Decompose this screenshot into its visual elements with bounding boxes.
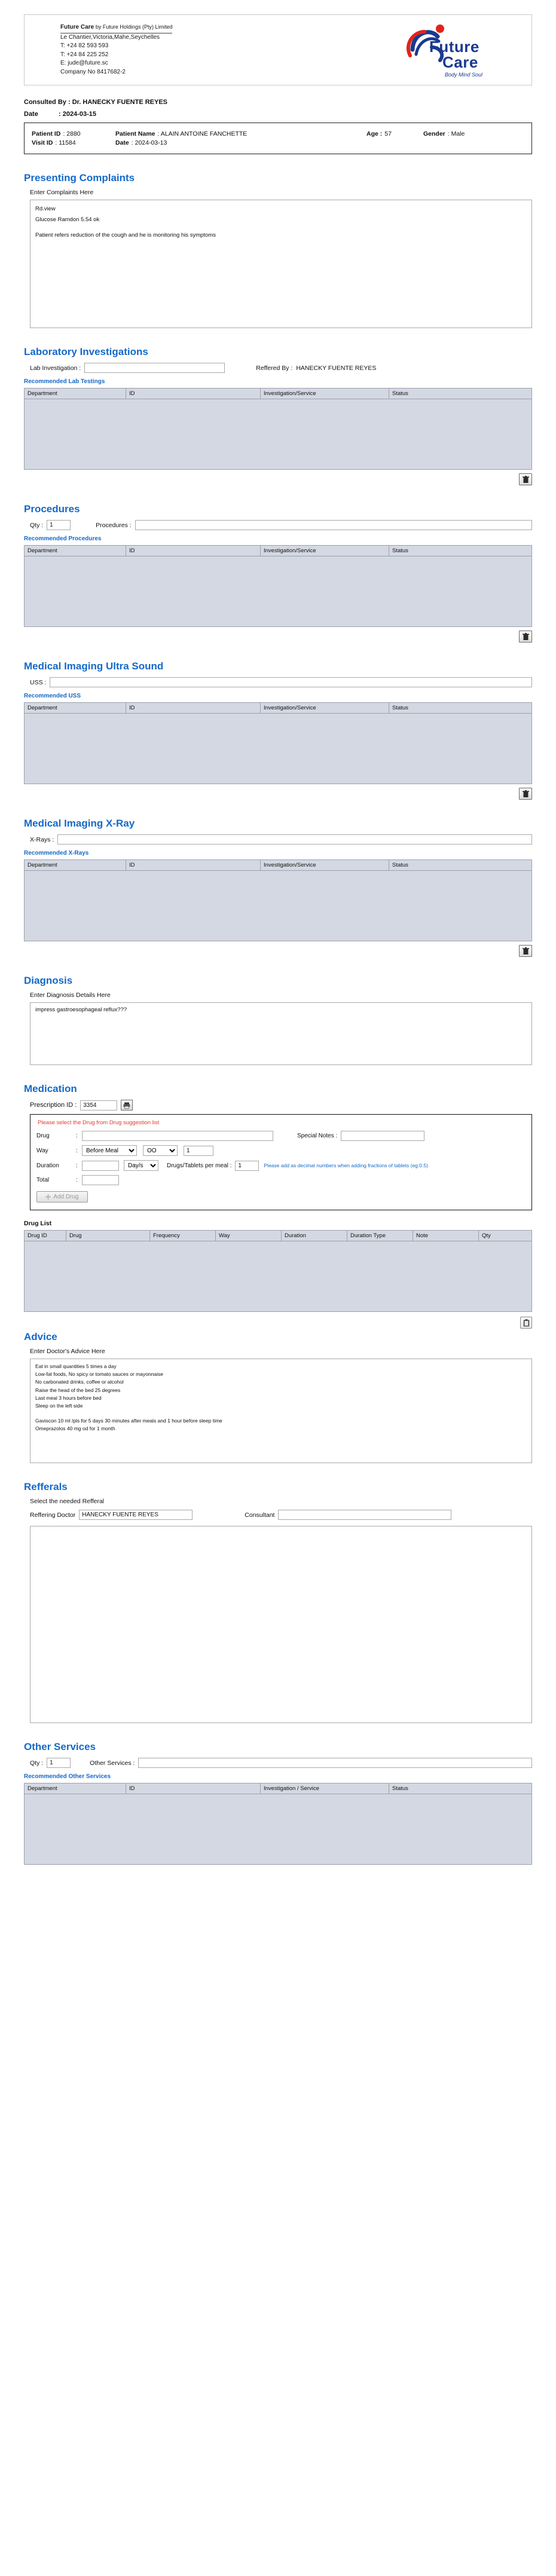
clinic-details (60, 23, 172, 77)
consult-date-label: Date (24, 111, 38, 118)
diagnosis-textarea[interactable] (30, 1002, 532, 1065)
column-header: Status (389, 860, 532, 871)
referred-by-value: HANECKY FUENTE REYES (296, 364, 377, 372)
column-header: Qty (479, 1231, 532, 1241)
patient-gender-value: : Male (447, 130, 465, 137)
column-header: Note (413, 1231, 479, 1241)
procedures-table-body (24, 556, 532, 627)
special-notes-label: Special Notes : (297, 1133, 338, 1139)
complaint-line: Patient refers reduction of the cough and he is monitoring his symptoms (35, 232, 216, 239)
letterhead (24, 14, 532, 85)
visit-id-label: Visit ID (32, 139, 53, 146)
column-header: Drug (66, 1231, 150, 1241)
prescription-lookup-button[interactable] (121, 1100, 133, 1110)
delete-xray-row-button[interactable] (519, 945, 532, 957)
ultrasound-table-body (24, 714, 532, 784)
delete-lab-row-button[interactable] (519, 473, 532, 485)
procedures-qty-label: Qty : (30, 521, 44, 529)
complaints-sub-label: Enter Complaints Here (30, 189, 94, 196)
other-services-label: Other Services : (90, 1759, 135, 1767)
column-header: Duration (282, 1231, 347, 1241)
other-services-table (24, 1783, 532, 1794)
consulted-by-label: Consulted By : (24, 99, 71, 106)
column-header: Duration Type (347, 1231, 413, 1241)
complaint-line: Glucose Ramdon 5.54 ok (35, 216, 100, 224)
logo-tagline: Body Mind Soul (445, 72, 483, 78)
column-header: Department (25, 860, 126, 871)
way-frequency-select[interactable] (143, 1145, 178, 1156)
visit-date-value: : 2024-03-13 (131, 139, 167, 146)
advice-heading: Advice (24, 1331, 57, 1342)
uss-input[interactable] (50, 677, 532, 687)
advice-line: Raise the head of the bed 25 degrees (35, 1387, 121, 1393)
other-services-input[interactable] (138, 1758, 532, 1768)
drug-list-table (24, 1230, 532, 1241)
complaints-textarea[interactable] (30, 200, 532, 328)
advice-line: No carbonated drinks, coffee or alcohol (35, 1379, 124, 1385)
procedures-table (24, 545, 532, 556)
column-header: Status (389, 546, 532, 556)
patient-id-value: : 2880 (63, 130, 81, 137)
way-label: Way (36, 1147, 48, 1154)
clipboard-icon (523, 1319, 530, 1327)
advice-line: Sleep on the left side (35, 1402, 83, 1409)
column-header: Investigation / Service (261, 1783, 389, 1794)
column-header: ID (126, 546, 261, 556)
column-header: ID (126, 860, 261, 871)
table-header-row (25, 1783, 532, 1794)
total-colon: : (76, 1177, 78, 1183)
refferals-sub-label: Select the needed Refferal (30, 1498, 105, 1505)
clinic-company-number: Company No 8417682-2 (60, 68, 126, 75)
lab-investigation-label: Lab Investigation : (30, 364, 81, 372)
other-services-heading: Other Services (24, 1741, 96, 1752)
delete-uss-row-button[interactable] (519, 788, 532, 800)
drug-list-table-body (24, 1241, 532, 1312)
total-input[interactable] (82, 1175, 119, 1185)
patient-age-value: 57 (384, 130, 392, 137)
diagnosis-sub-label: Enter Diagnosis Details Here (30, 992, 111, 999)
procedures-input[interactable] (135, 520, 532, 530)
reffering-doctor-label: Reffering Doctor (30, 1511, 76, 1519)
column-header: Investigation/Service (261, 860, 389, 871)
column-header: ID (126, 1783, 261, 1794)
drug-list-label: Drug List (24, 1220, 52, 1227)
consultant-input[interactable] (278, 1510, 451, 1520)
advice-textarea[interactable] (30, 1359, 532, 1463)
logo-word-care: Care (442, 53, 478, 71)
way-colon: : (76, 1147, 78, 1154)
ultrasound-table (24, 702, 532, 714)
column-header: ID (126, 388, 261, 399)
patient-name-label: Patient Name (115, 130, 155, 137)
duration-unit-select[interactable] (124, 1160, 158, 1171)
referred-by-label: Reffered By : (256, 364, 293, 372)
prescription-id-input[interactable] (80, 1100, 117, 1110)
column-header: Way (216, 1231, 282, 1241)
advice-line: Gaviscon 10 ml /pls for 5 days 30 minutes after meals and 1 hour before sleep time (35, 1418, 222, 1424)
lab-results-table (24, 388, 532, 399)
lab-investigations-heading: Laboratory Investigations (24, 346, 148, 357)
clinic-address: Le Chantier,Victoria,Mahe,Seychelles (60, 33, 160, 41)
column-header: Frequency (150, 1231, 216, 1241)
add-drug-label: Add Drug (53, 1194, 79, 1200)
refferals-panel[interactable] (30, 1526, 532, 1723)
xray-heading: Medical Imaging X-Ray (24, 818, 135, 829)
recommended-xrays-link[interactable]: Recommended X-Rays (24, 850, 89, 856)
column-header: Investigation/Service (261, 703, 389, 714)
xray-table-body (24, 871, 532, 941)
consult-date-value: 2024-03-15 (62, 111, 96, 118)
diagnosis-heading: Diagnosis (24, 975, 73, 986)
column-header: Investigation/Service (261, 546, 389, 556)
prescription-id-label: Prescription ID : (30, 1102, 77, 1109)
column-header: Department (25, 1783, 126, 1794)
clinic-tel-2: T: +24 84 225 252 (60, 51, 109, 58)
duration-label: Duration (36, 1162, 59, 1169)
advice-line: Low-fat foods, No spicy or tomato sauces or mayonnaise (35, 1371, 164, 1378)
duration-colon: : (76, 1162, 78, 1169)
other-services-qty-input[interactable] (47, 1758, 71, 1768)
drugs-per-meal-input[interactable] (235, 1161, 259, 1171)
patient-info-box (24, 123, 532, 154)
clinic-name: Future Care (60, 24, 94, 30)
column-header: ID (126, 703, 261, 714)
patient-gender-label: Gender (423, 130, 445, 137)
trash-icon (523, 476, 529, 484)
ultrasound-heading: Medical Imaging Ultra Sound (24, 660, 164, 672)
table-header-row (25, 703, 532, 714)
drug-input[interactable] (82, 1131, 273, 1141)
consultant-label: Consultant (245, 1511, 275, 1519)
clinic-logo (395, 23, 521, 78)
column-header: Department (25, 546, 126, 556)
clinic-tel-1: T: +24 82 593 593 (60, 42, 109, 49)
trash-icon (523, 947, 529, 955)
table-header-row (25, 388, 532, 399)
lab-investigation-input[interactable] (84, 363, 225, 373)
patient-age-label: Age : (366, 130, 383, 137)
refferals-heading: Refferals (24, 1481, 68, 1492)
xray-input[interactable] (57, 834, 532, 845)
delete-procedure-row-button[interactable] (519, 631, 532, 643)
procedures-heading: Procedures (24, 503, 80, 515)
recommended-lab-testings-link[interactable]: Recommended Lab Testings (24, 378, 105, 385)
advice-clipboard-button[interactable] (520, 1317, 532, 1329)
trash-icon (523, 790, 529, 798)
procedures-qty-input[interactable] (47, 520, 71, 530)
patient-id-label: Patient ID (32, 130, 61, 137)
recommended-uss-link[interactable]: Recommended USS (24, 693, 81, 699)
advice-line: Eat in small quantities 5 times a day (35, 1363, 117, 1369)
uss-label: USS : (30, 678, 47, 686)
way-select[interactable] (82, 1145, 137, 1156)
presenting-complaints-heading: Presenting Complaints (24, 172, 135, 183)
procedures-label: Procedures : (96, 521, 132, 529)
other-services-table-body (24, 1794, 532, 1865)
recommended-procedures-link[interactable]: Recommended Procedures (24, 536, 102, 542)
trash-icon (523, 633, 529, 641)
advice-sub-label: Enter Doctor's Advice Here (30, 1348, 105, 1355)
column-header: Status (389, 1783, 532, 1794)
reffering-doctor-input[interactable] (79, 1510, 193, 1520)
drug-colon: : (76, 1133, 78, 1139)
clinic-name-suffix: by Future Holdings (Pty) Limited (95, 24, 173, 30)
column-header: Department (25, 388, 126, 399)
plus-icon (45, 1194, 51, 1200)
consult-date-line (24, 111, 532, 118)
advice-line: Last meal 3 hours before bed (35, 1394, 102, 1401)
decimal-note: Please add as decimal numbers when adding fractions of tablets (eg:0.5) (264, 1162, 428, 1168)
consulted-by-line (24, 99, 532, 106)
xray-table (24, 859, 532, 871)
medication-heading: Medication (24, 1083, 77, 1094)
column-header: Department (25, 703, 126, 714)
drug-label: Drug (36, 1133, 50, 1139)
drugs-per-meal-label: Drugs/Tablets per meal : (167, 1162, 232, 1169)
consult-date-colon: : (58, 111, 61, 118)
advice-line: Omeprazolos 40 mg od for 1 month (35, 1425, 115, 1432)
consulted-by-value: Dr. HANECKY FUENTE REYES (72, 99, 168, 106)
clinic-email: E: jude@future.sc (60, 60, 108, 66)
special-notes-input[interactable] (341, 1131, 424, 1141)
other-services-qty-label: Qty : (30, 1759, 44, 1767)
column-header: Drug ID (25, 1231, 66, 1241)
column-header: Investigation/Service (261, 388, 389, 399)
table-header-row (25, 860, 532, 871)
visit-id-value: : 11584 (55, 139, 76, 146)
add-drug-button[interactable] (36, 1191, 88, 1203)
diagnosis-value: impress gastroesophageal reflux??? (35, 1006, 127, 1013)
complaint-line: Rd.view (35, 206, 56, 212)
way-qty-input[interactable] (184, 1146, 213, 1156)
patient-name-value: : ALAIN ANTOINE FANCHETTE (157, 130, 248, 137)
logo-word-future: Future (429, 38, 479, 56)
visit-date-label: Date (115, 139, 129, 146)
printer-icon (123, 1102, 130, 1109)
xray-label: X-Rays : (30, 836, 54, 843)
column-header: Status (389, 703, 532, 714)
table-header-row (25, 546, 532, 556)
drug-warning-message: Please select the Drug from Drug suggestion list (38, 1119, 160, 1126)
drug-entry-panel (30, 1114, 532, 1210)
duration-input[interactable] (82, 1161, 119, 1171)
lab-results-body (24, 399, 532, 470)
total-label: Total (36, 1177, 50, 1183)
recommended-other-services-link[interactable]: Recommended Other Services (24, 1773, 111, 1780)
table-header-row (25, 1231, 532, 1241)
column-header: Status (389, 388, 532, 399)
